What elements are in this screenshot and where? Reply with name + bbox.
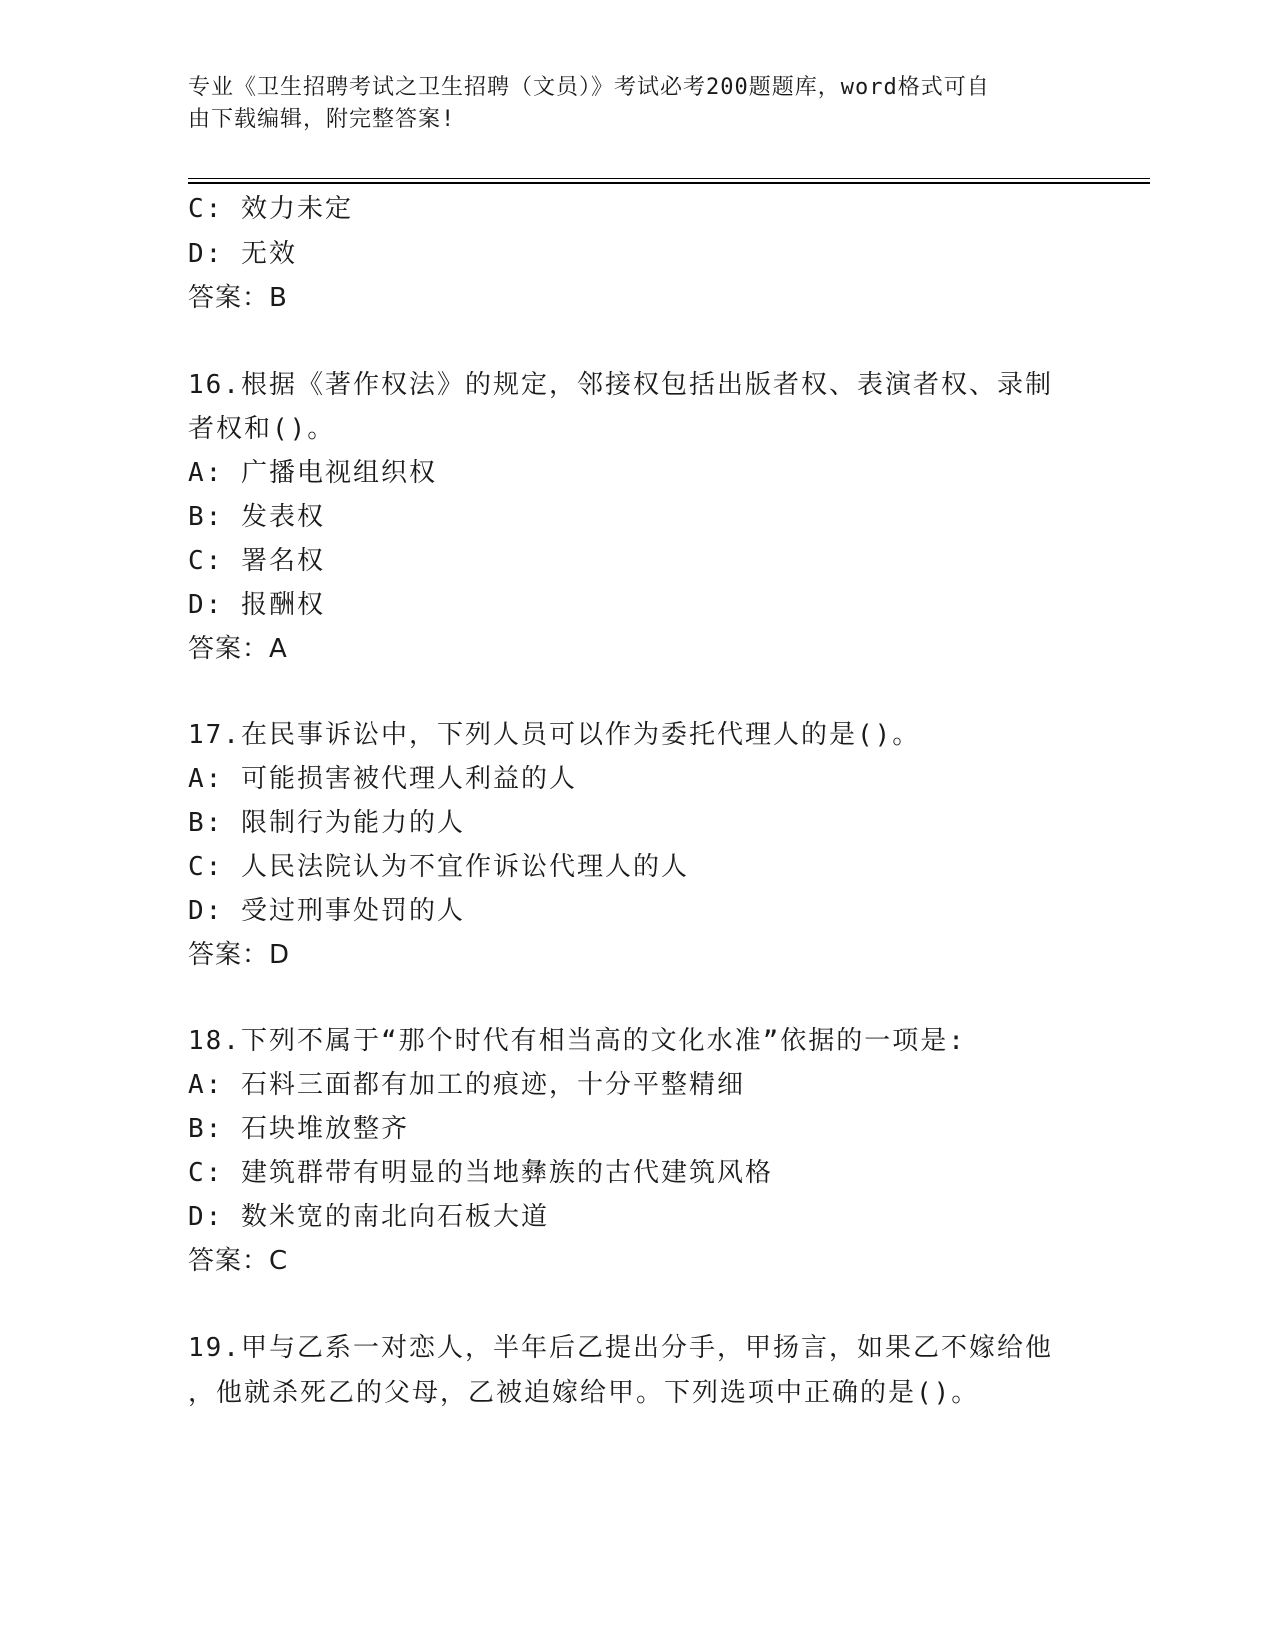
q17-stem: 17.在民事诉讼中，下列人员可以作为委托代理人的是()。 xyxy=(188,720,921,750)
q16-answer: 答案：A xyxy=(188,634,288,664)
q17-option-a: A: 可能损害被代理人利益的人 xyxy=(188,764,577,794)
header-title-line-1: 专业《卫生招聘考试之卫生招聘（文员）》考试必考200题题库，word格式可自 xyxy=(188,75,990,100)
q18-option-d: D: 数米宽的南北向石板大道 xyxy=(188,1202,549,1232)
q19-stem-line-2: ，他就杀死乙的父母，乙被迫嫁给甲。下列选项中正确的是()。 xyxy=(188,1378,980,1408)
q17-option-b: B: 限制行为能力的人 xyxy=(188,808,465,838)
q18-option-a: A: 石料三面都有加工的痕迹，十分平整精细 xyxy=(188,1070,745,1100)
q18-answer: 答案：C xyxy=(188,1246,289,1276)
q16-stem-line-1: 16.根据《著作权法》的规定，邻接权包括出版者权、表演者权、录制 xyxy=(188,370,1053,400)
q19-stem-line-1: 19.甲与乙系一对恋人，半年后乙提出分手，甲扬言，如果乙不嫁给他 xyxy=(188,1333,1053,1363)
q15-option-d: D: 无效 xyxy=(188,239,297,269)
q16-option-d: D: 报酬权 xyxy=(188,590,325,620)
q16-stem-line-2: 者权和()。 xyxy=(188,414,336,444)
document-header xyxy=(188,72,1068,136)
header-divider-thin xyxy=(188,178,1150,179)
q18-stem: 18.下列不属于“那个时代有相当高的文化水准”依据的一项是: xyxy=(188,1026,966,1056)
q17-option-c: C: 人民法院认为不宜作诉讼代理人的人 xyxy=(188,852,689,882)
q17-answer: 答案：D xyxy=(188,940,291,970)
q17-option-d: D: 受过刑事处罚的人 xyxy=(188,896,465,926)
header-title-line-2: 由下载编辑，附完整答案! xyxy=(188,107,456,132)
q16-option-a: A: 广播电视组织权 xyxy=(188,458,437,488)
q18-option-c: C: 建筑群带有明显的当地彝族的古代建筑风格 xyxy=(188,1158,773,1188)
q18-option-b: B: 石块堆放整齐 xyxy=(188,1114,409,1144)
header-divider-thick xyxy=(188,182,1150,184)
q15-answer: 答案：B xyxy=(188,283,288,313)
q16-option-c: C: 署名权 xyxy=(188,546,325,576)
q16-option-b: B: 发表权 xyxy=(188,502,325,532)
q15-option-c: C: 效力未定 xyxy=(188,194,353,224)
